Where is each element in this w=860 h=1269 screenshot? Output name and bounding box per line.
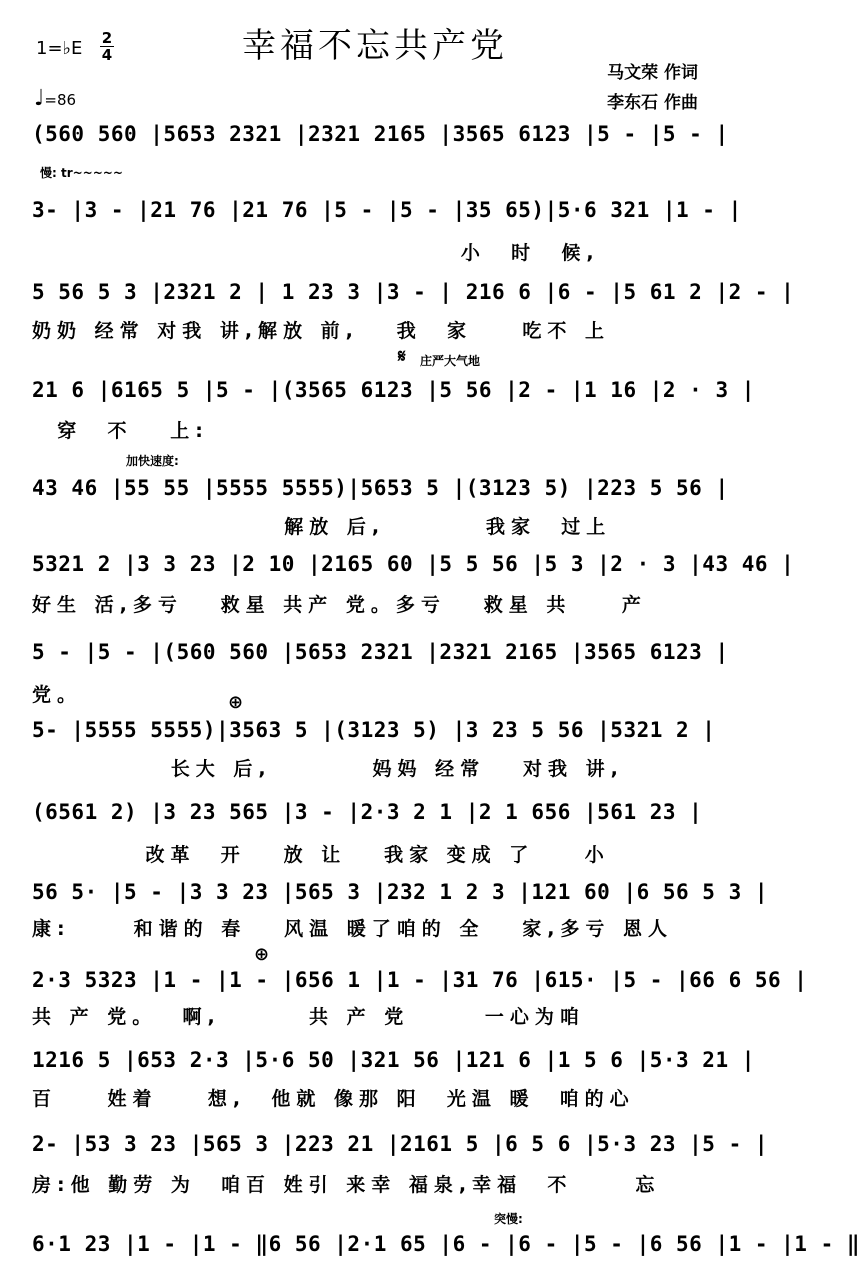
- notation-line-3: 5 56 5 3 |2321 2 | 1 23 3 |3 - | 216 6 |6 - |5 61 2 |2 - |: [32, 280, 795, 304]
- notation-line-6: 5321 2 |3 3 23 |2 10 |2165 60 |5 5 56 |5 3 |2 · 3 |43 46 |: [32, 552, 795, 576]
- notation-line-5: 43 46 |55 55 |5555 5555)|5653 5 |(3123 5) |223 5 56 |: [32, 476, 729, 500]
- tempo-value: =86: [44, 91, 77, 109]
- notation-line-1: (560 560 |5653 2321 |2321 2165 |3565 6123 |5 - |5 - |: [32, 122, 729, 146]
- annotation-ritard: 突慢:: [494, 1212, 523, 1226]
- notation-line-4: 21 6 |6165 5 |5 - |(3565 6123 |5 56 |2 - |1 16 |2 · 3 |: [32, 378, 755, 402]
- coda-icon: ⊕: [228, 692, 244, 713]
- song-title: 幸福不忘共产党: [242, 26, 508, 66]
- notation-line-7: 5 - |5 - |(560 560 |5653 2321 |2321 2165 |3565 6123 |: [32, 640, 729, 664]
- annotation-slow-trill: 慢: tr~~~~~: [40, 166, 123, 180]
- lyrics-line-10: 康: 和谐的 春 风温 暖了咱的 全 家,多亏 恩人: [32, 918, 674, 940]
- key-signature: 1=♭E: [36, 38, 83, 59]
- notation-line-8: 5- |5555 5555)|3563 5 |(3123 5) |3 23 5 56 |5321 2 |: [32, 718, 716, 742]
- annotation-solemn: 庄严大气地: [420, 354, 481, 368]
- lyrics-line-11: 共 产 党。 啊, 共 产 党 一心为咱: [32, 1006, 585, 1028]
- lyrics-line-13: 房:他 勤劳 为 咱百 姓引 来幸 福泉,幸福 不 忘: [32, 1174, 661, 1196]
- lyrics-line-7: 党。: [32, 684, 83, 706]
- lyrics-line-12: 百 姓着 想, 他就 像那 阳 光温 暖 咱的心: [32, 1088, 635, 1110]
- lyrics-line-4: 穿 不 上:: [32, 420, 209, 442]
- coda-icon-2: ⊕: [254, 944, 270, 965]
- time-sig-top: 2: [101, 29, 113, 47]
- notation-line-13: 2- |53 3 23 |565 3 |223 21 |2161 5 |6 5 6 |5·3 23 |5 - |: [32, 1132, 769, 1156]
- notation-line-11: 2·3 5323 |1 - |1 - |656 1 |1 - |31 76 |615· |5 - |66 6 56 |: [32, 968, 808, 992]
- quarter-note-icon: ♩: [34, 86, 45, 111]
- notation-line-14: 6·1 23 |1 - |1 - ‖6 56 |2·1 65 |6 - |6 - |5 - |6 56 |1 - |1 - ‖: [32, 1232, 860, 1256]
- lyrics-line-6: 好生 活,多亏 救星 共产 党。多亏 救星 共 产: [32, 594, 647, 616]
- time-sig-bottom: 4: [101, 46, 113, 64]
- notation-line-12: 1216 5 |653 2·3 |5·6 50 |321 56 |121 6 |1 5 6 |5·3 21 |: [32, 1048, 755, 1072]
- lyrics-line-9: 改革 开 放 让 我家 变成 了 小: [32, 844, 610, 866]
- lyricist: 马文荣 作词: [607, 63, 698, 83]
- notation-line-2: 3- |3 - |21 76 |21 76 |5 - |5 - |35 65)|5·6 321 |1 - |: [32, 198, 742, 222]
- lyrics-line-8: 长大 后, 妈妈 经常 对我 讲,: [32, 758, 624, 780]
- lyrics-line-5: 解放 后, 我家 过上: [32, 516, 612, 538]
- annotation-speed-up: 加快速度:: [126, 454, 179, 468]
- credits: [607, 58, 698, 118]
- notation-line-10: 56 5· |5 - |3 3 23 |565 3 |232 1 2 3 |121 60 |6 56 5 3 |: [32, 880, 769, 904]
- time-signature: [100, 30, 114, 63]
- notation-line-9: (6561 2) |3 23 565 |3 - |2·3 2 1 |2 1 656 |561 23 |: [32, 800, 703, 824]
- lyrics-line-3: 奶奶 经常 对我 讲,解放 前, 我 家 吃不 上: [32, 320, 611, 342]
- segno-icon: 𝄋: [398, 346, 406, 367]
- lyrics-line-2: 小 时 候,: [32, 242, 600, 264]
- tempo-marking: [34, 86, 76, 111]
- composer: 李东石 作曲: [607, 93, 698, 113]
